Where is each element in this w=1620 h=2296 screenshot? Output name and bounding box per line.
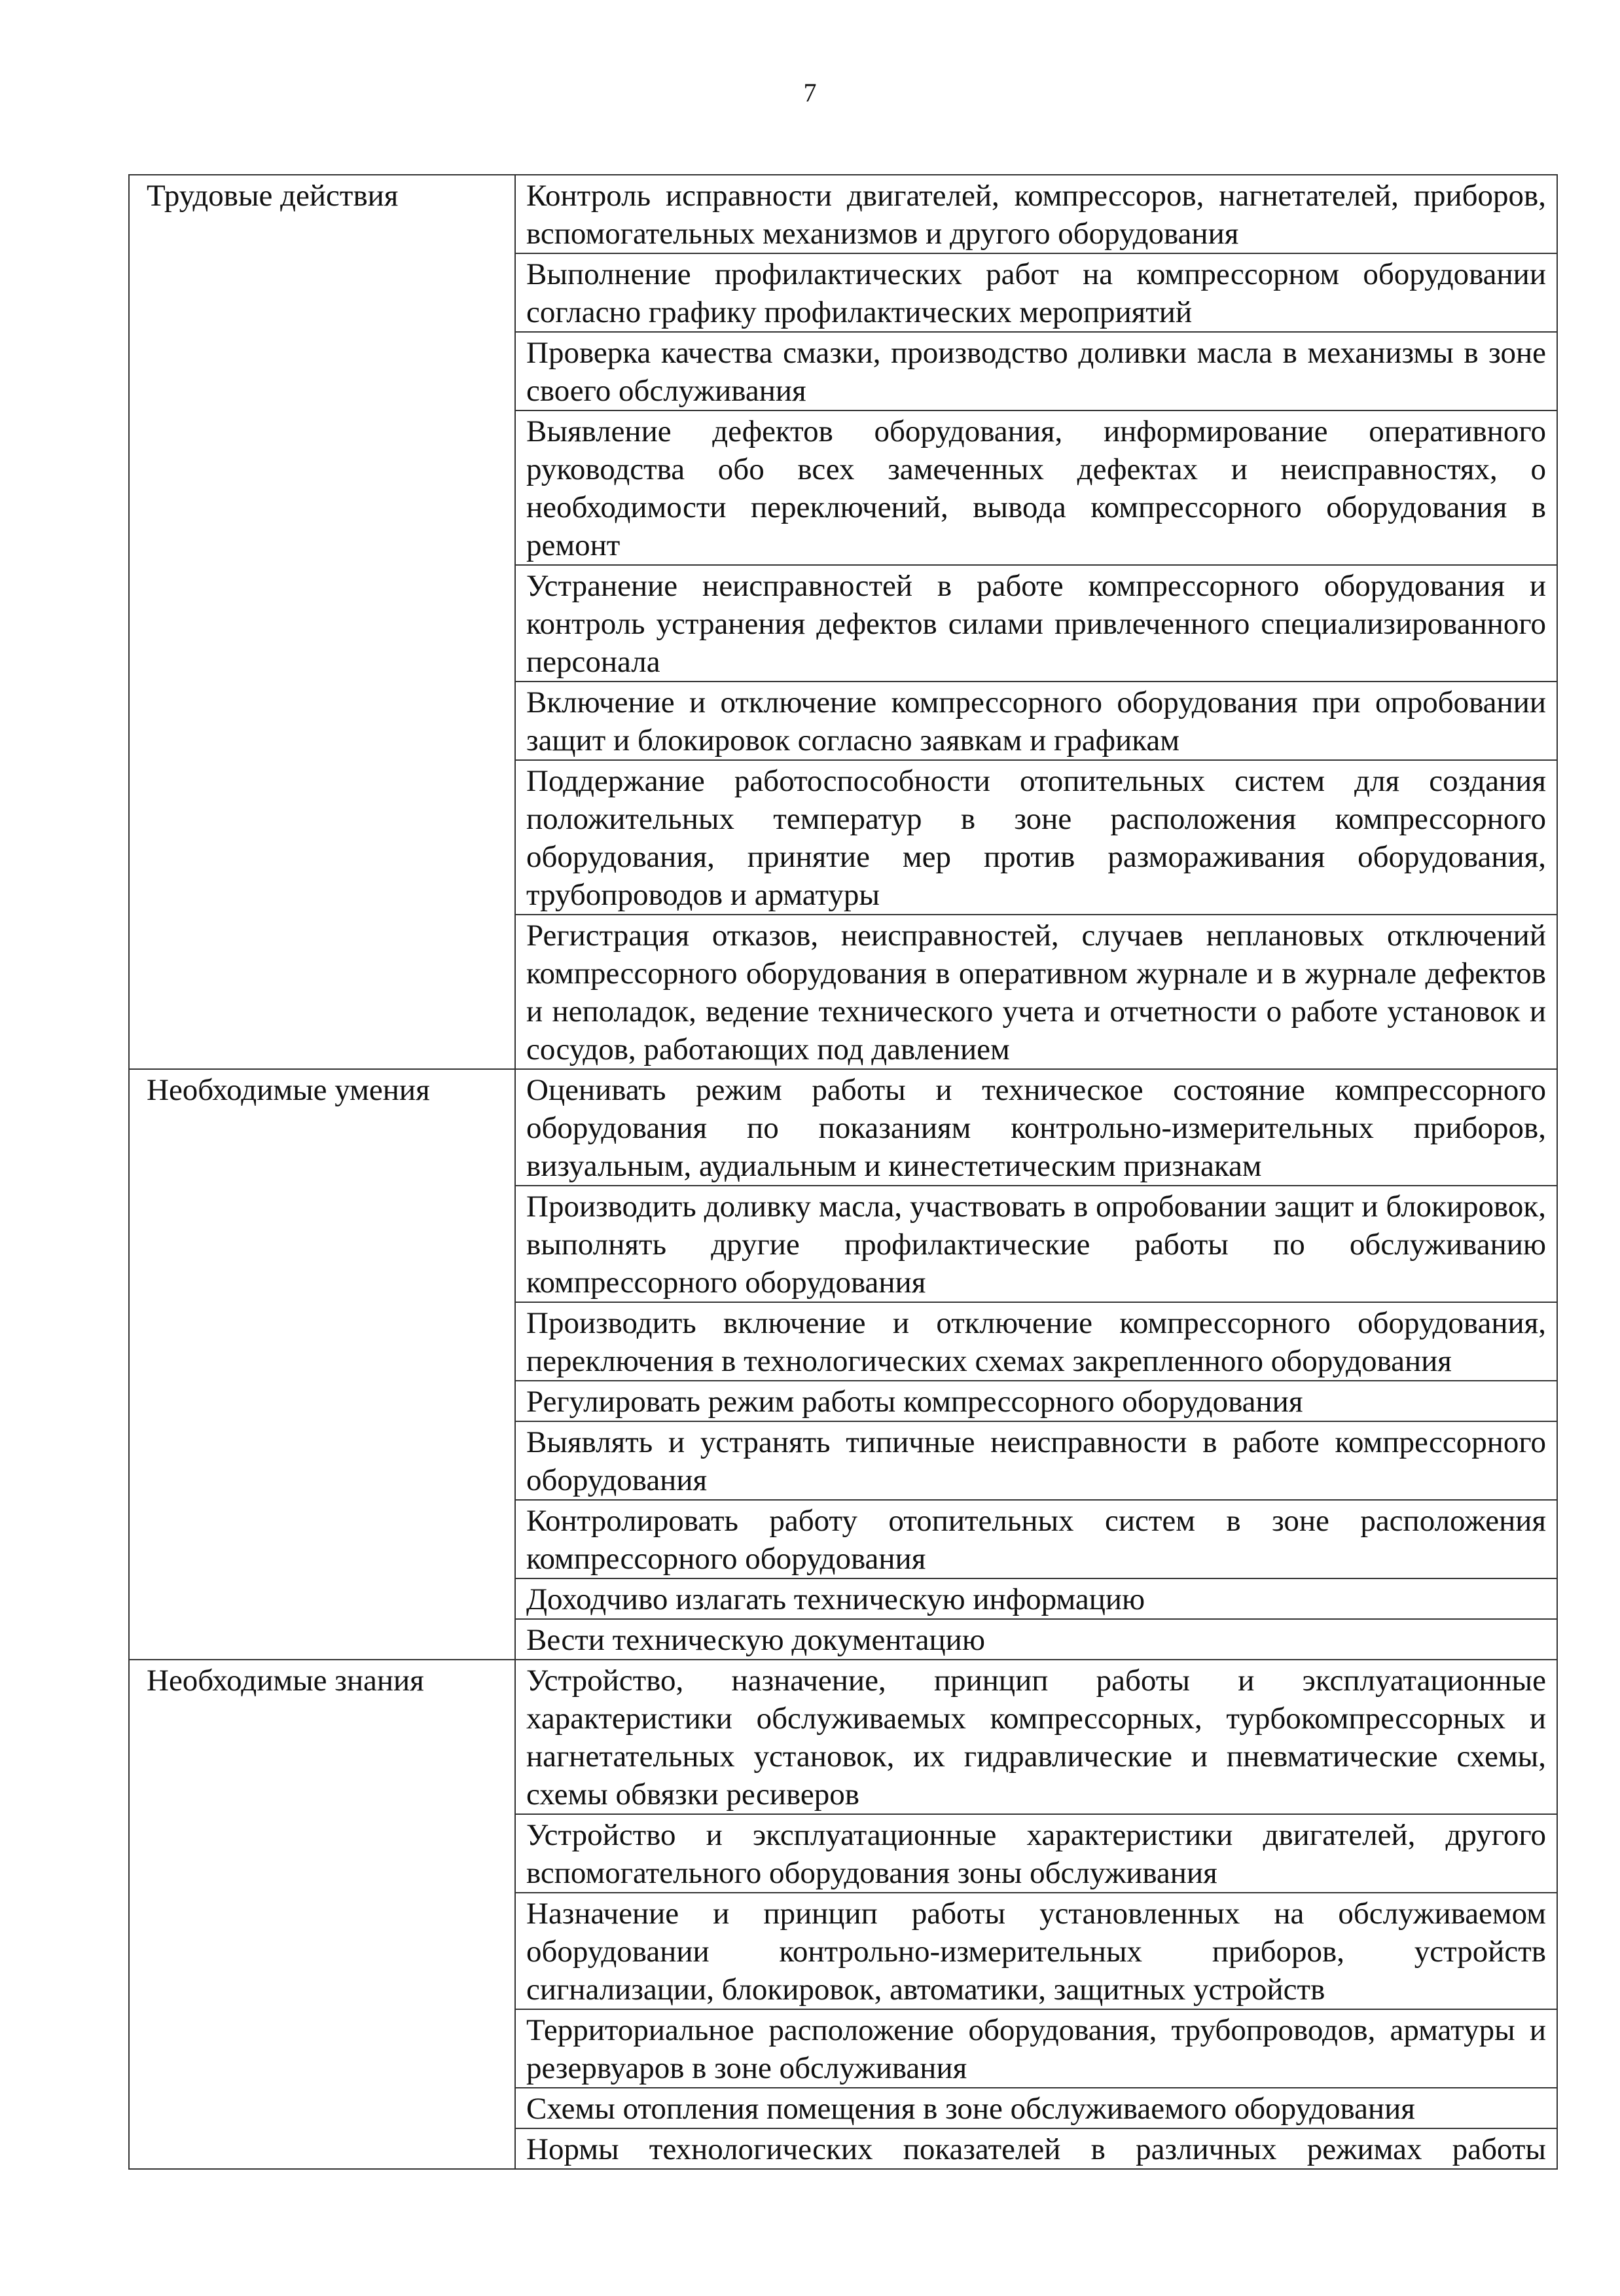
list-item: Оценивать режим работы и техническое состояние компрессорного оборудования по показаниям контрольно-измерительных приборов, визуальным, аудиальным и кинестетическим признакам xyxy=(515,1069,1557,1186)
list-item: Включение и отключение компрессорного оборудования при опробовании защит и блокировок согласно заявкам и графикам xyxy=(515,682,1557,760)
table-row xyxy=(129,175,1557,253)
list-item: Доходчиво излагать техническую информацию xyxy=(515,1578,1557,1619)
section-label-required-skills: Необходимые умения xyxy=(129,1069,515,1660)
table-row xyxy=(129,1660,1557,1814)
list-item: Проверка качества смазки, производство доливки масла в механизмы в зоне своего обслуживания xyxy=(515,332,1557,410)
list-item: Территориальное расположение оборудования, трубопроводов, арматуры и резервуаров в зоне обслуживания xyxy=(515,2009,1557,2088)
list-item: Производить включение и отключение компрессорного оборудования, переключения в технологических схемах закрепленного оборудования xyxy=(515,1302,1557,1381)
list-item: Устройство, назначение, принцип работы и эксплуатационные характеристики обслуживаемых компрессорных, турбокомпрессорных и нагнетательных установок, их гидравлические и пневматические схемы, схемы обвязки ресиверов xyxy=(515,1660,1557,1814)
list-item: Назначение и принцип работы установленных на обслуживаемом оборудовании контрольно-измерительных приборов, устройств сигнализации, блокировок, автоматики, защитных устройств xyxy=(515,1893,1557,2009)
page-number: 7 xyxy=(803,78,817,107)
list-item: Контроль исправности двигателей, компрессоров, нагнетателей, приборов, вспомогательных механизмов и другого оборудования xyxy=(515,175,1557,253)
list-item: Производить доливку масла, участвовать в опробовании защит и блокировок, выполнять другие профилактические работы по обслуживанию компрессорного оборудования xyxy=(515,1186,1557,1302)
list-item: Поддержание работоспособности отопительных систем для создания положительных температур в зоне расположения компрессорного оборудования, принятие мер против размораживания оборудования, трубопроводов и арматуры xyxy=(515,760,1557,915)
list-item: Выявлять и устранять типичные неисправности в работе компрессорного оборудования xyxy=(515,1421,1557,1500)
section-label-required-knowledge: Необходимые знания xyxy=(129,1660,515,2169)
list-item: Выполнение профилактических работ на компрессорном оборудовании согласно графику профилактических мероприятий xyxy=(515,253,1557,332)
list-item: Вести техническую документацию xyxy=(515,1619,1557,1660)
labor-functions-table xyxy=(128,174,1558,2170)
list-item: Выявление дефектов оборудования, информирование оперативного руководства обо всех замеченных дефектах и неисправностях, о необходимости переключений, вывода компрессорного оборудования в ремонт xyxy=(515,410,1557,565)
list-item: Устройство и эксплуатационные характеристики двигателей, другого вспомогательного оборудования зоны обслуживания xyxy=(515,1814,1557,1893)
list-item: Контролировать работу отопительных систем в зоне расположения компрессорного оборудования xyxy=(515,1500,1557,1578)
table-row xyxy=(129,1069,1557,1186)
list-item: Регулировать режим работы компрессорного оборудования xyxy=(515,1381,1557,1421)
list-item: Нормы технологических показателей в различных режимах работы xyxy=(515,2128,1557,2169)
list-item: Регистрация отказов, неисправностей, случаев неплановых отключений компрессорного оборудования в оперативном журнале и в журнале дефектов и неполадок, ведение технического учета и отчетности о работе установок и сосудов, работающих под давлением xyxy=(515,915,1557,1069)
list-item: Схемы отопления помещения в зоне обслуживаемого оборудования xyxy=(515,2088,1557,2128)
section-label-labor-actions: Трудовые действия xyxy=(129,175,515,1069)
list-item: Устранение неисправностей в работе компрессорного оборудования и контроль устранения дефектов силами привлеченного специализированного персонала xyxy=(515,565,1557,682)
